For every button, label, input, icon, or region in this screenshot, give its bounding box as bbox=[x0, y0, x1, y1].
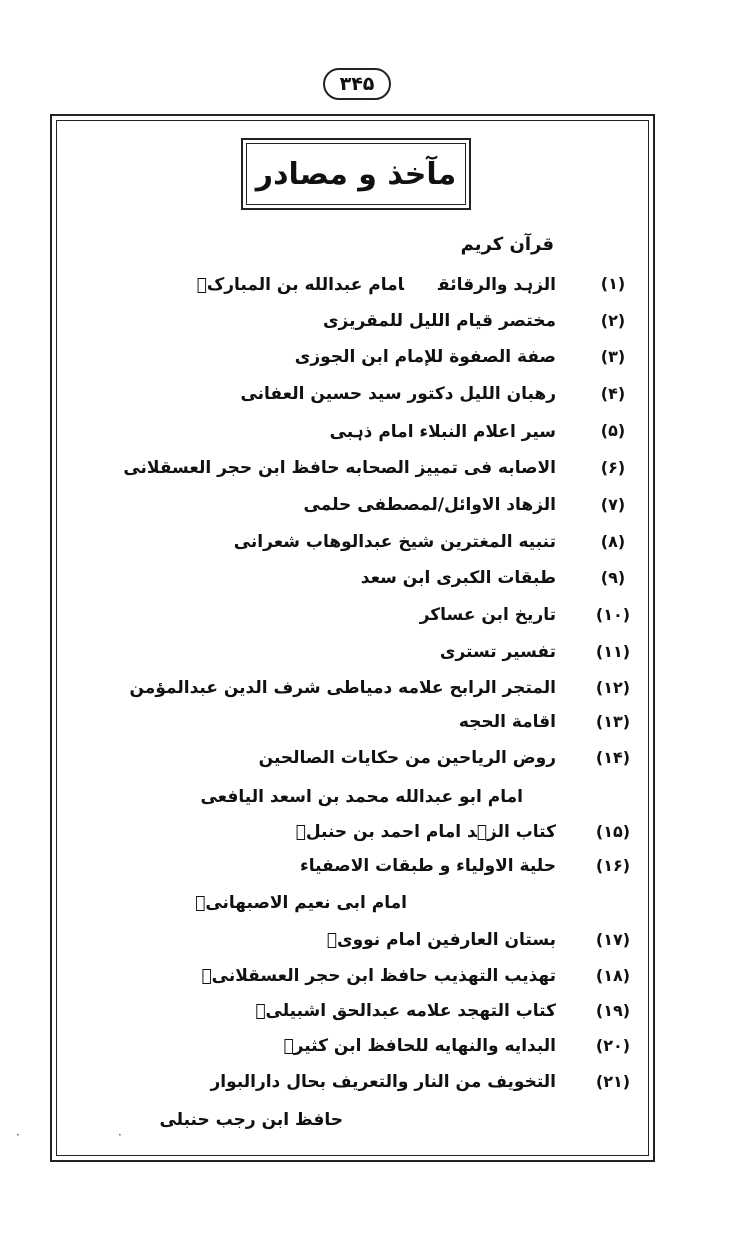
entry-number: (۲۱) bbox=[595, 1072, 631, 1091]
source-entry bbox=[0, 712, 749, 742]
source-entry bbox=[0, 966, 749, 996]
entry-text: اقامة الحجه bbox=[458, 712, 556, 732]
source-entry bbox=[0, 856, 749, 886]
source-entry bbox=[0, 1072, 749, 1102]
entry-text: کتاب التهجد علامه عبدالحق اشبیلیؒ bbox=[255, 1001, 556, 1021]
entry-text bbox=[197, 274, 556, 295]
entry-text: رهبان اللیل دکتور سید حسین العفانی bbox=[240, 384, 556, 404]
entry-number: (۱۲) bbox=[595, 678, 631, 697]
entry-text: حلیة الاولیاء و طبقات الاصفیاء bbox=[300, 856, 556, 876]
entry-text: تفسیر تستری bbox=[439, 642, 556, 662]
scan-speck: · bbox=[16, 1128, 20, 1142]
source-entry bbox=[0, 384, 749, 414]
page-title: مآخذ و مصادر bbox=[246, 143, 466, 205]
entry-number: (۱۷) bbox=[595, 930, 631, 949]
entry-text: التخویف من النار والتعریف بحال دارالبوار bbox=[210, 1072, 556, 1092]
source-entry bbox=[0, 1001, 749, 1031]
entry-number: (۴) bbox=[600, 384, 626, 403]
source-entry bbox=[0, 311, 749, 341]
entry-number: (۲) bbox=[600, 311, 626, 330]
entry-text: الاصابه فی تمییز الصحابه حافظ ابن حجر العسقلانی bbox=[123, 458, 556, 478]
entry-text: روض الریاحین من حکایات الصالحین bbox=[258, 748, 556, 768]
entry-number: (۶) bbox=[600, 458, 626, 477]
entry-text: کتاب الزہد امام احمد بن حنبلؒ bbox=[295, 822, 556, 842]
source-entry bbox=[0, 822, 749, 852]
scan-speck: · bbox=[118, 1128, 122, 1142]
entry-number: (۳) bbox=[600, 347, 626, 366]
entry-number: (۱۳) bbox=[595, 712, 631, 731]
entry-continuation: امام ابو عبدالله محمد بن اسعد الیافعی bbox=[200, 787, 523, 807]
source-entry bbox=[0, 642, 749, 672]
entry-text: المتجر الرابح علامه دمیاطی شرف الدین عبدالمؤمن bbox=[129, 678, 556, 698]
entry-text: تاریخ ابن عساکر bbox=[419, 605, 556, 625]
source-entry bbox=[0, 421, 749, 451]
title-box bbox=[241, 138, 471, 210]
entry-number: (۸) bbox=[600, 532, 626, 551]
entry-number: (۱۴) bbox=[595, 748, 631, 767]
source-entry bbox=[0, 678, 749, 708]
entry-number: (۷) bbox=[600, 495, 626, 514]
entry-number: (۲۰) bbox=[595, 1036, 631, 1055]
entry-number: (۱۹) bbox=[595, 1001, 631, 1020]
entry-number: (۱۱) bbox=[595, 642, 631, 661]
entry-text: تهذیب التهذیب حافظ ابن حجر العسقلانیؒ bbox=[201, 966, 556, 986]
entry-text: الزهاد الاوائل/لمصطفی حلمی bbox=[303, 495, 556, 515]
entry-number: (۱۸) bbox=[595, 966, 631, 985]
source-entry bbox=[0, 495, 749, 525]
source-entry bbox=[0, 748, 749, 778]
entry-text: سیر اعلام النبلاء امام ذہبی bbox=[329, 422, 556, 442]
source-entry bbox=[0, 347, 749, 377]
source-entry bbox=[0, 458, 749, 488]
source-entry bbox=[0, 930, 749, 960]
entry-number: (۱۶) bbox=[595, 856, 631, 875]
entry-title: الزہد والرقائق bbox=[438, 275, 556, 295]
source-entry bbox=[0, 568, 749, 598]
entry-text: بستان العارفین امام نوویؒ bbox=[326, 930, 556, 950]
intro-line: قرآن کریم bbox=[460, 234, 554, 255]
entry-text: مختصر قیام اللیل للمقریزی bbox=[322, 311, 556, 331]
source-entry bbox=[0, 605, 749, 635]
entry-author: امام عبدالله بن المبارکؒ bbox=[196, 275, 405, 295]
entry-continuation: امام ابی نعیم الاصبهانیؒ bbox=[195, 893, 407, 913]
entry-continuation: حافظ ابن رجب حنبلی bbox=[159, 1110, 343, 1130]
entry-number: (۱۵) bbox=[595, 822, 631, 841]
source-entry bbox=[0, 274, 749, 304]
entry-text: صفة الصفوة للإمام ابن الجوزی bbox=[294, 347, 556, 367]
entry-number: (۱) bbox=[600, 274, 626, 293]
source-entry bbox=[0, 1036, 749, 1066]
entry-text: تنبیه المغترین شیخ عبدالوهاب شعرانی bbox=[233, 532, 556, 552]
entry-text: طبقات الکبری ابن سعد bbox=[360, 568, 556, 588]
entry-number: (۵) bbox=[600, 421, 626, 440]
entry-number: (۱۰) bbox=[595, 605, 631, 624]
source-entry bbox=[0, 532, 749, 562]
page-number: ۳۴۵ bbox=[323, 68, 391, 100]
entry-number: (۹) bbox=[600, 568, 626, 587]
entry-text: البدایه والنهایه للحافظ ابن کثیرؒ bbox=[283, 1036, 556, 1056]
